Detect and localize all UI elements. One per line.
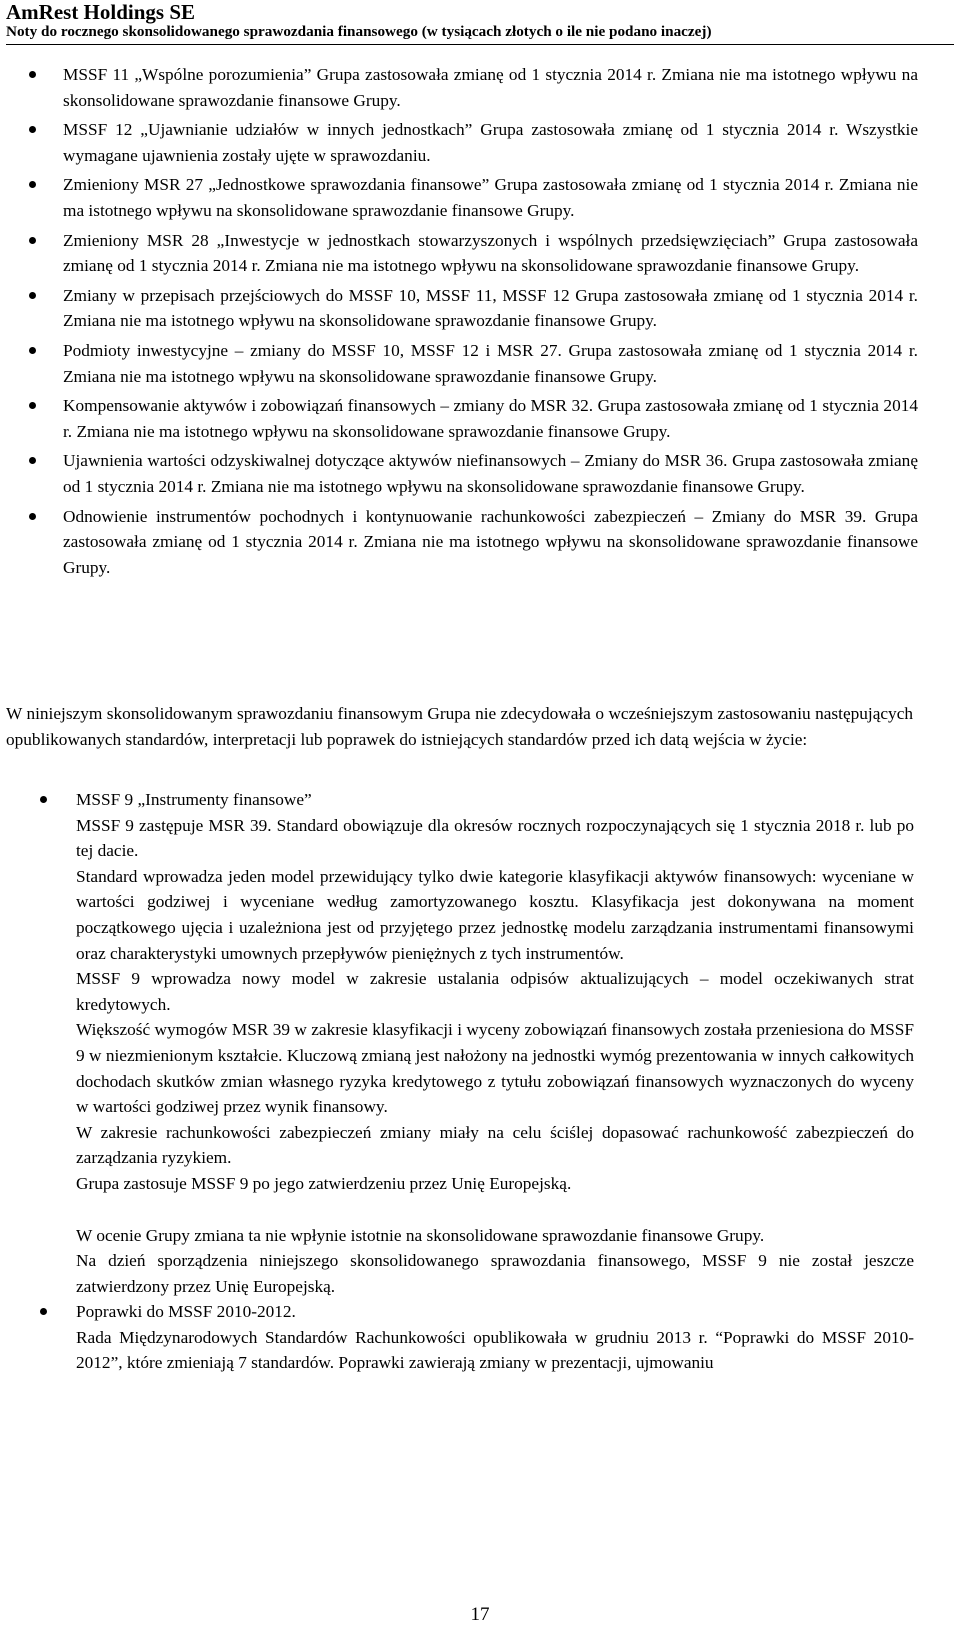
paragraph: MSSF 9 zastępuje MSR 39. Standard obowiązuje dla okresów rocznych rozpoczynających się 1 stycznia 2018 r. lub po tej dacie. [76,815,914,861]
bullet-icon [29,513,36,520]
applied-standards-list [63,62,918,584]
list-item [63,338,918,389]
paragraph: W ocenie Grupy zmiana ta nie wpłynie istotnie na skonsolidowane sprawozdanie finansowe Grupy. [76,1225,765,1245]
list-item-text: Zmieniony MSR 28 „Inwestycje w jednostkach stowarzyszonych i wspólnych przedsięwzięciach” Grupa zastosowała zmianę od 1 stycznia 2014 r. Zmiana nie ma istotnego wpływu na skonsolidowane sprawozdanie finansowe Grupy. [63,230,918,276]
header-subtitle: Noty do rocznego skonsolidowanego sprawozdania finansowego (w tysiącach złotych o ile nie podano inaczej) [6,23,712,40]
bullet-icon [29,457,36,464]
bullet-icon [29,347,36,354]
bullet-icon [29,402,36,409]
list-item [63,504,918,581]
paragraph: MSSF 9 wprowadza nowy model w zakresie ustalania odpisów aktualizujących – model oczekiwanych strat kredytowych. [76,969,914,1014]
list-item [63,448,918,499]
paragraph: Rada Międzynarodowych Standardów Rachunkowości opublikowała w grudniu 2013 r. “Poprawki do MSSF 2010-2012”, które zmieniają 7 standardów. Poprawki zawierają zmiany w prezentacji, ujmowaniu [76,1327,914,1373]
list-item-text: Odnowienie instrumentów pochodnych i kontynuowanie rachunkowości zabezpieczeń – Zmiany do MSR 39. Grupa zastosowała zmianę od 1 stycznia 2014 r. Zmiana nie ma istotnego wpływu na skonsolidowane sprawozdanie finansowe Grupy. [63,506,918,577]
page-header [6,0,954,45]
header-rule [6,44,954,45]
page-number: 17 [470,1604,490,1625]
list-item-text: Ujawnienia wartości odzyskiwalnej dotyczące aktywów niefinansowych – Zmiany do MSR 36. Grupa zastosowała zmianę od 1 stycznia 2014 r. Zmiana nie ma istotnego wpływu na skonsolidowane sprawozdanie finansowe Grupy. [63,451,918,496]
list-item-text: Podmioty inwestycyjne – zmiany do MSSF 10, MSSF 12 i MSR 27. Grupa zastosowała zmianę od 1 stycznia 2014 r. Zmiana nie ma istotnego wpływu na skonsolidowane sprawozdanie finansowe Grupy. [63,340,918,386]
list-item-text: MSSF 12 „Ujawnianie udziałów w innych jednostkach” Grupa zastosowała zmianę od 1 stycznia 2014 r. Wszystkie wymagane ujawnienia zostały ujęte w sprawozdaniu. [63,120,918,165]
list-item-text: Zmiany w przepisach przejściowych do MSSF 10, MSSF 11, MSSF 12 Grupa zastosowała zmianę od 1 stycznia 2014 r. Zmiana nie ma istotnego wpływu na skonsolidowane sprawozdanie finansowe Grupy. [63,285,918,331]
intro-paragraph: W niniejszym skonsolidowanym sprawozdaniu finansowym Grupa nie zdecydowała o wcześniejszym zastosowaniu następujących opublikowanych standardów, interpretacji lub poprawek do istniejących standardów przed ich datą wejścia w życie: [6,704,913,749]
future-standards-list [76,787,914,1376]
paragraph: W zakresie rachunkowości zabezpieczeń zmiany miały na celu ściślej dopasować rachunkowość zabezpieczeń do zarządzania ryzykiem. [76,1122,914,1168]
bullet-icon [40,796,47,803]
standard-title: MSSF 9 „Instrumenty finansowe” [76,790,312,809]
list-item [63,172,918,223]
bullet-icon [40,1308,47,1315]
list-item-text: Kompensowanie aktywów i zobowiązań finansowych – zmiany do MSR 32. Grupa zastosowała zmianę od 1 stycznia 2014 r. Zmiana nie ma istotnego wpływu na skonsolidowane sprawozdanie finansowe Grupy. [63,396,918,441]
bullet-icon [29,126,36,133]
bullet-icon [29,237,36,244]
list-item-text: MSSF 11 „Wspólne porozumienia” Grupa zastosowała zmianę od 1 stycznia 2014 r. Zmiana nie ma istotnego wpływu na skonsolidowane sprawozdanie finansowe Grupy. [63,65,918,110]
list-item [76,1299,914,1376]
bullet-icon [29,71,36,78]
company-name: AmRest Holdings SE [6,0,196,24]
spacer [76,1197,914,1223]
list-item [63,117,918,168]
bullet-icon [29,292,36,299]
list-item-text: Zmieniony MSR 27 „Jednostkowe sprawozdania finansowe” Grupa zastosowała zmianę od 1 stycznia 2014 r. Zmiana nie ma istotnego wpływu na skonsolidowane sprawozdanie finansowe Grupy. [63,175,918,220]
list-item [63,228,918,279]
list-item [63,393,918,444]
list-item [63,283,918,334]
standard-title: Poprawki do MSSF 2010-2012. [76,1302,296,1322]
paragraph: Większość wymogów MSR 39 w zakresie klasyfikacji i wyceny zobowiązań finansowych została przeniesiona do MSSF 9 w niezmienionym kształcie. Kluczową zmianą jest nałożony na jednostki wymóg prezentowania w innych całkowitych dochodach skutków zmian własnego ryzyka kredytowego z tytułu zobowiązań finansowych wyznaczonych do wyceny w wartości godziwej przez wynik finansowy. [76,1020,914,1117]
paragraph: Grupa zastosuje MSSF 9 po jego zatwierdzeniu przez Unię Europejską. [76,1173,572,1193]
list-item [63,62,918,113]
paragraph: Na dzień sporządzenia niniejszego skonsolidowanego sprawozdania finansowego, MSSF 9 nie został jeszcze zatwierdzony przez Unię Europejską. [76,1251,914,1296]
list-item [76,787,914,1299]
paragraph: Standard wprowadza jeden model przewidujący tylko dwie kategorie klasyfikacji aktywów finansowych: wyceniane w wartości godziwej i wyceniane według zamortyzowanego kosztu. Klasyfikacja jest dokonywana na moment początkowego ujęcia i uzależniona jest od przyjętego przez jednostkę modelu zarządzania instrumentami finansowymi oraz charakterystyki umownych przepływów pieniężnych z tych instrumentów. [76,866,914,963]
bullet-icon [29,181,36,188]
